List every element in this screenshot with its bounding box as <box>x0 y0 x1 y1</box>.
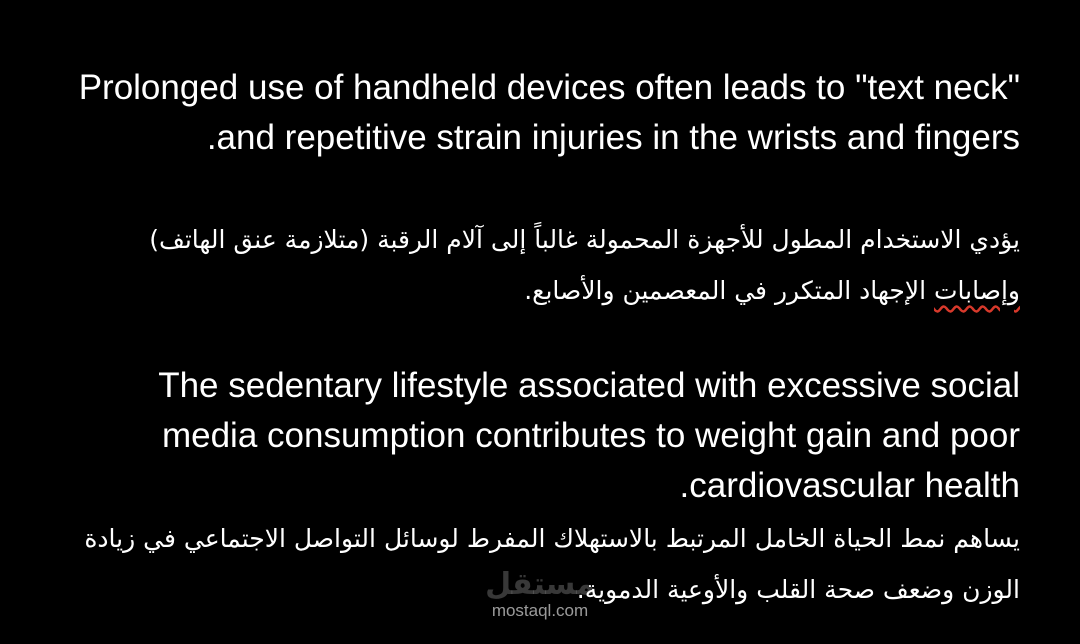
watermark-logo: مستقل <box>485 567 595 602</box>
paragraph-1-english: Prolonged use of handheld devices often leads to "text neck" and repetitive strain injuries in the wrists and fingers. <box>78 68 1020 157</box>
watermark <box>470 568 610 620</box>
paragraph-2-english: The sedentary lifestyle associated with excessive social media consumption contributes to weight gain and poor cardiovascular health. <box>158 366 1020 505</box>
watermark-domain: mostaql.com <box>491 601 589 620</box>
paragraph-1-arabic-part-2: الإجهاد المتكرر في المعصمين والأصابع. <box>524 276 935 305</box>
spellcheck-flagged-word[interactable]: وإصابات <box>934 276 1020 305</box>
paragraph-2-arabic: يساهم نمط الحياة الخامل المرتبط بالاستهلاك المفرط لوسائل التواصل الاجتماعي في زيادة الوزن وضعف صحة القلب والأوعية الدموية. <box>84 524 1020 604</box>
paragraph-1-arabic <box>60 214 1020 316</box>
paragraph-1-arabic-part-1: يؤدي الاستخدام المطول للأجهزة المحمولة غالباً إلى آلام الرقبة (متلازمة عنق الهاتف) <box>149 225 1020 254</box>
